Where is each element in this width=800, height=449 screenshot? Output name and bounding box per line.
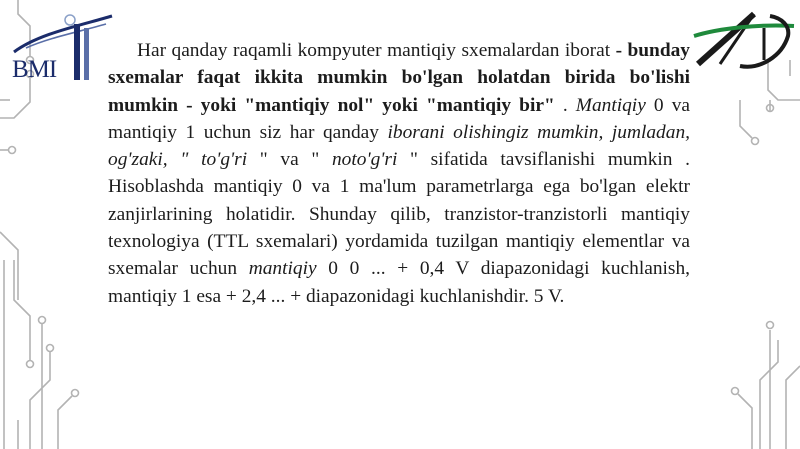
body-paragraph bbox=[108, 37, 690, 310]
text-segment: Har qanday raqamli kompyuter mantiqiy sxemalardan iborat bbox=[137, 40, 616, 61]
text-segment: . bbox=[554, 94, 576, 116]
text-segment-bold: - bunday sxemalar faqat ikkita mumkin bo'lgan holatdan birida bo'lishi mumkin - yoki "mantiqiy nol" yoki "mantiqiy bir" bbox=[108, 40, 690, 116]
text-segment-italic: Mantiqiy bbox=[575, 94, 646, 116]
text-segment: " sifatida tavsiflanishi mumkin . Hisoblashda mantiqiy 0 va 1 ma'lum parametrlarga ega bo'lgan elektr zanjirlarining holatidir. Shunday qilib, tranzistor-tranzistorli mantiqiy texnologiya (TTL sxemalari) yordamida tuzilgan mantiqiy elementlar va sxemalar uchun bbox=[108, 149, 691, 280]
text-segment-italic: mantiqiy bbox=[248, 258, 317, 280]
bmi-logo bbox=[8, 8, 116, 88]
bmi-logo-text: BMI bbox=[12, 56, 57, 83]
circuit-brand-logo-graphic bbox=[690, 6, 795, 78]
text-segment-italic: iborani olishingiz mumkin, jumladan, og'zaki, " to'g'ri bbox=[108, 121, 690, 171]
text-segment: 0 va mantiqiy 1 uchun siz har qanday bbox=[108, 94, 691, 143]
text-segment: " va " bbox=[247, 149, 332, 171]
circuit-brand-logo bbox=[690, 6, 795, 78]
text-segment-italic: noto'g'ri bbox=[331, 149, 398, 171]
text-segment: 0 0 ... + 0,4 V diapazonidagi kuchlanish, mantiqiy 1 esa + 2,4 ... + diapazonidagi kuchlanishdir. 5 V. bbox=[108, 258, 691, 307]
